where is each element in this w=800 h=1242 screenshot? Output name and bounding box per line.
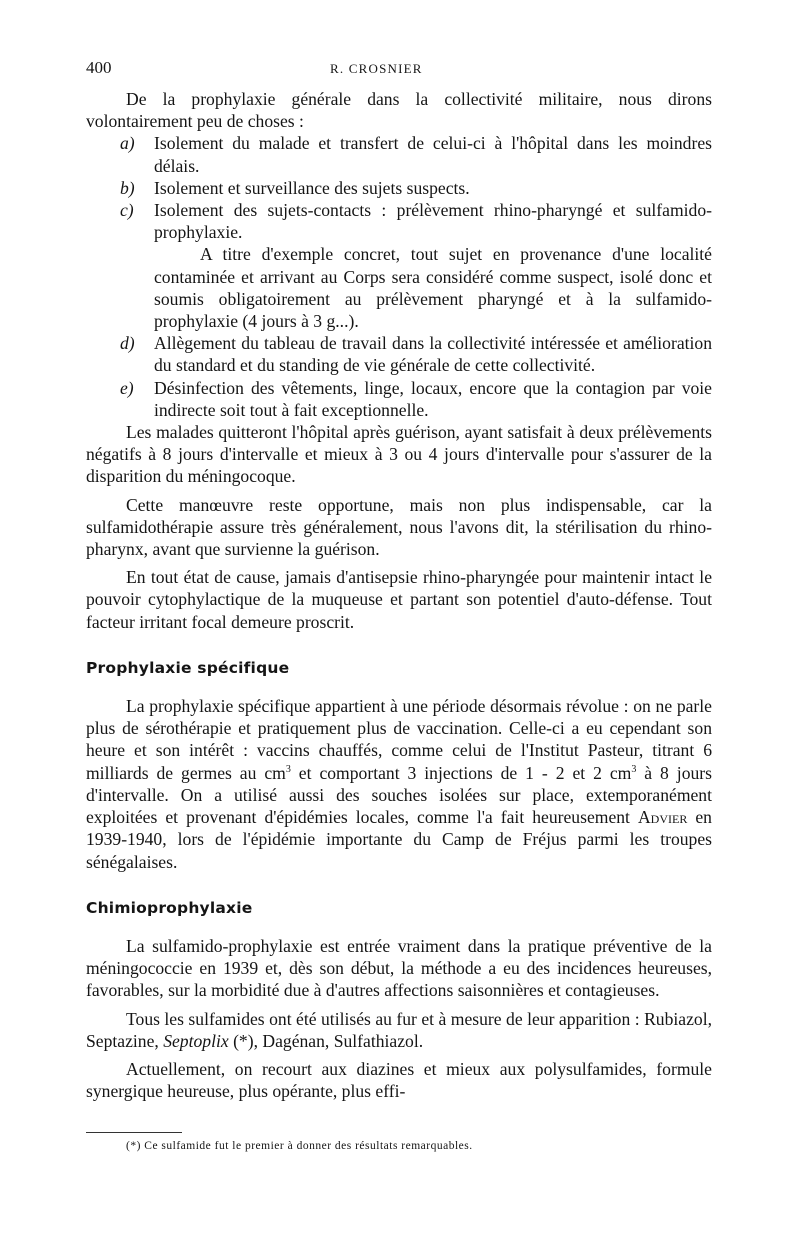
paragraph-manoeuvre: Cette manœuvre reste opportune, mais non plus indispensable, car la sulfamidothérapie assure très généralement, nous l'avons dit, la stérilisation du rhino-pharynx, avant que survienne la guérison. xyxy=(86,494,712,560)
section-heading-chemo: Chimioprophylaxie xyxy=(86,898,253,917)
text-run: et comportant 3 injections de 1 - 2 et 2 cm xyxy=(290,762,632,783)
text-run: La prophylaxie spécifique appartient à une période désormais révolue : on ne parle plus de sérothérapie et pratiquement plus de vaccination. Celle-ci a eu cependant son heure et son intérêt : vaccins chauffés, comme celui de l'Institut Pasteur, titrant 6 milliards de germes au cm xyxy=(86,696,712,783)
measure-marker: b) xyxy=(120,177,135,198)
paragraph-antisepsis: En tout état de cause, jamais d'antisepsie rhino-pharyngée pour maintenir intact le pouvoir cytophylactique de la muqueuse et partant son potentiel d'auto-défense. Tout facteur irritant focal demeure proscrit. xyxy=(86,567,712,632)
measure-e xyxy=(86,377,712,421)
footnote-rule xyxy=(86,1132,182,1133)
text-run: Tous les sulfamides ont été utilisés au fur et à mesure de leur apparition : Rubiazol, Septazine, xyxy=(86,1008,712,1051)
paragraph-chemo-1: La sulfamido-prophylaxie est entrée vraiment dans la pratique préventive de la méningococcie en 1939 et, dès son début, la méthode a eu des incidences heureuses, favorables, sur la morbidité due à d'autres affections saisonnières et contagieuses. xyxy=(86,935,712,1001)
measure-text: Isolement du malade et transfert de celui-ci à l'hôpital dans les moindres délais. xyxy=(154,133,712,176)
paragraph-chemo-3: Actuellement, on recourt aux diazines et mieux aux polysulfamides, formule synergique heureuse, plus opérante, plus effi- xyxy=(86,1058,712,1102)
paragraph-specific xyxy=(86,695,712,873)
measure-c xyxy=(86,199,712,243)
measure-marker: c) xyxy=(120,200,134,221)
measure-marker: e) xyxy=(120,377,134,398)
superscript: 3 xyxy=(631,763,637,775)
footnote: (*) Ce sulfamide fut le premier à donner des résultats remarquables. xyxy=(126,1140,473,1152)
measure-text: Allègement du tableau de travail dans la collectivité intéressée et amélioration du standard et du standing de vie générale de cette collectivité. xyxy=(154,333,712,376)
paragraph-chemo-2 xyxy=(86,1008,712,1052)
drug-name-septoplix: Septoplix xyxy=(163,1030,229,1051)
measure-text: Désinfection des vêtements, linge, locaux, encore que la contagion par voie indirecte soit tout à fait exceptionnelle. xyxy=(154,377,712,420)
section-heading-specific: Prophylaxie spécifique xyxy=(86,658,290,677)
measure-text: Isolement et surveillance des sujets suspects. xyxy=(154,177,470,198)
measure-c-example: A titre d'exemple concret, tout sujet en provenance d'une localité contaminée et arrivant au Corps sera considéré comme suspect, isolé donc et soumis obligatoirement au prélèvement pharyngé et à la sulfamido-prophylaxie (4 jours à 3 g...). xyxy=(154,244,712,332)
measure-marker: d) xyxy=(120,333,135,354)
measure-a xyxy=(86,132,712,176)
measure-text: Isolement des sujets-contacts : prélèvement rhino-pharyngé et sulfamido-prophylaxie. xyxy=(154,200,712,243)
text-run: à 8 jours d'intervalle. On a utilisé aussi des souches isolées sur place, extemporanément exploitées et provenant d'épidémies locales, comme l'a fait heureusement xyxy=(86,762,712,828)
text-run: en 1939-1940, lors de l'épidémie importante du Camp de Fréjus parmi les troupes sénégalaises. xyxy=(86,807,712,872)
measure-d xyxy=(86,332,712,376)
running-header-author: R. CROSNIER xyxy=(330,61,423,76)
text-run: (*), Dagénan, Sulfathiazol. xyxy=(228,1030,424,1051)
page-number: 400 xyxy=(86,58,112,77)
intro-paragraph: De la prophylaxie générale dans la collectivité militaire, nous dirons volontairement peu de choses : xyxy=(86,89,712,132)
author-name-advier: Advier xyxy=(637,807,688,828)
measure-marker: a) xyxy=(120,133,135,154)
measure-b xyxy=(86,177,712,199)
paragraph-discharge: Les malades quitteront l'hôpital après guérison, ayant satisfait à deux prélèvements négatifs à 8 jours d'intervalle et mieux à 3 ou 4 jours d'intervalle pour s'assurer de la disparition du méningocoque. xyxy=(86,422,712,487)
body-text xyxy=(86,88,712,1102)
superscript: 3 xyxy=(285,763,291,775)
